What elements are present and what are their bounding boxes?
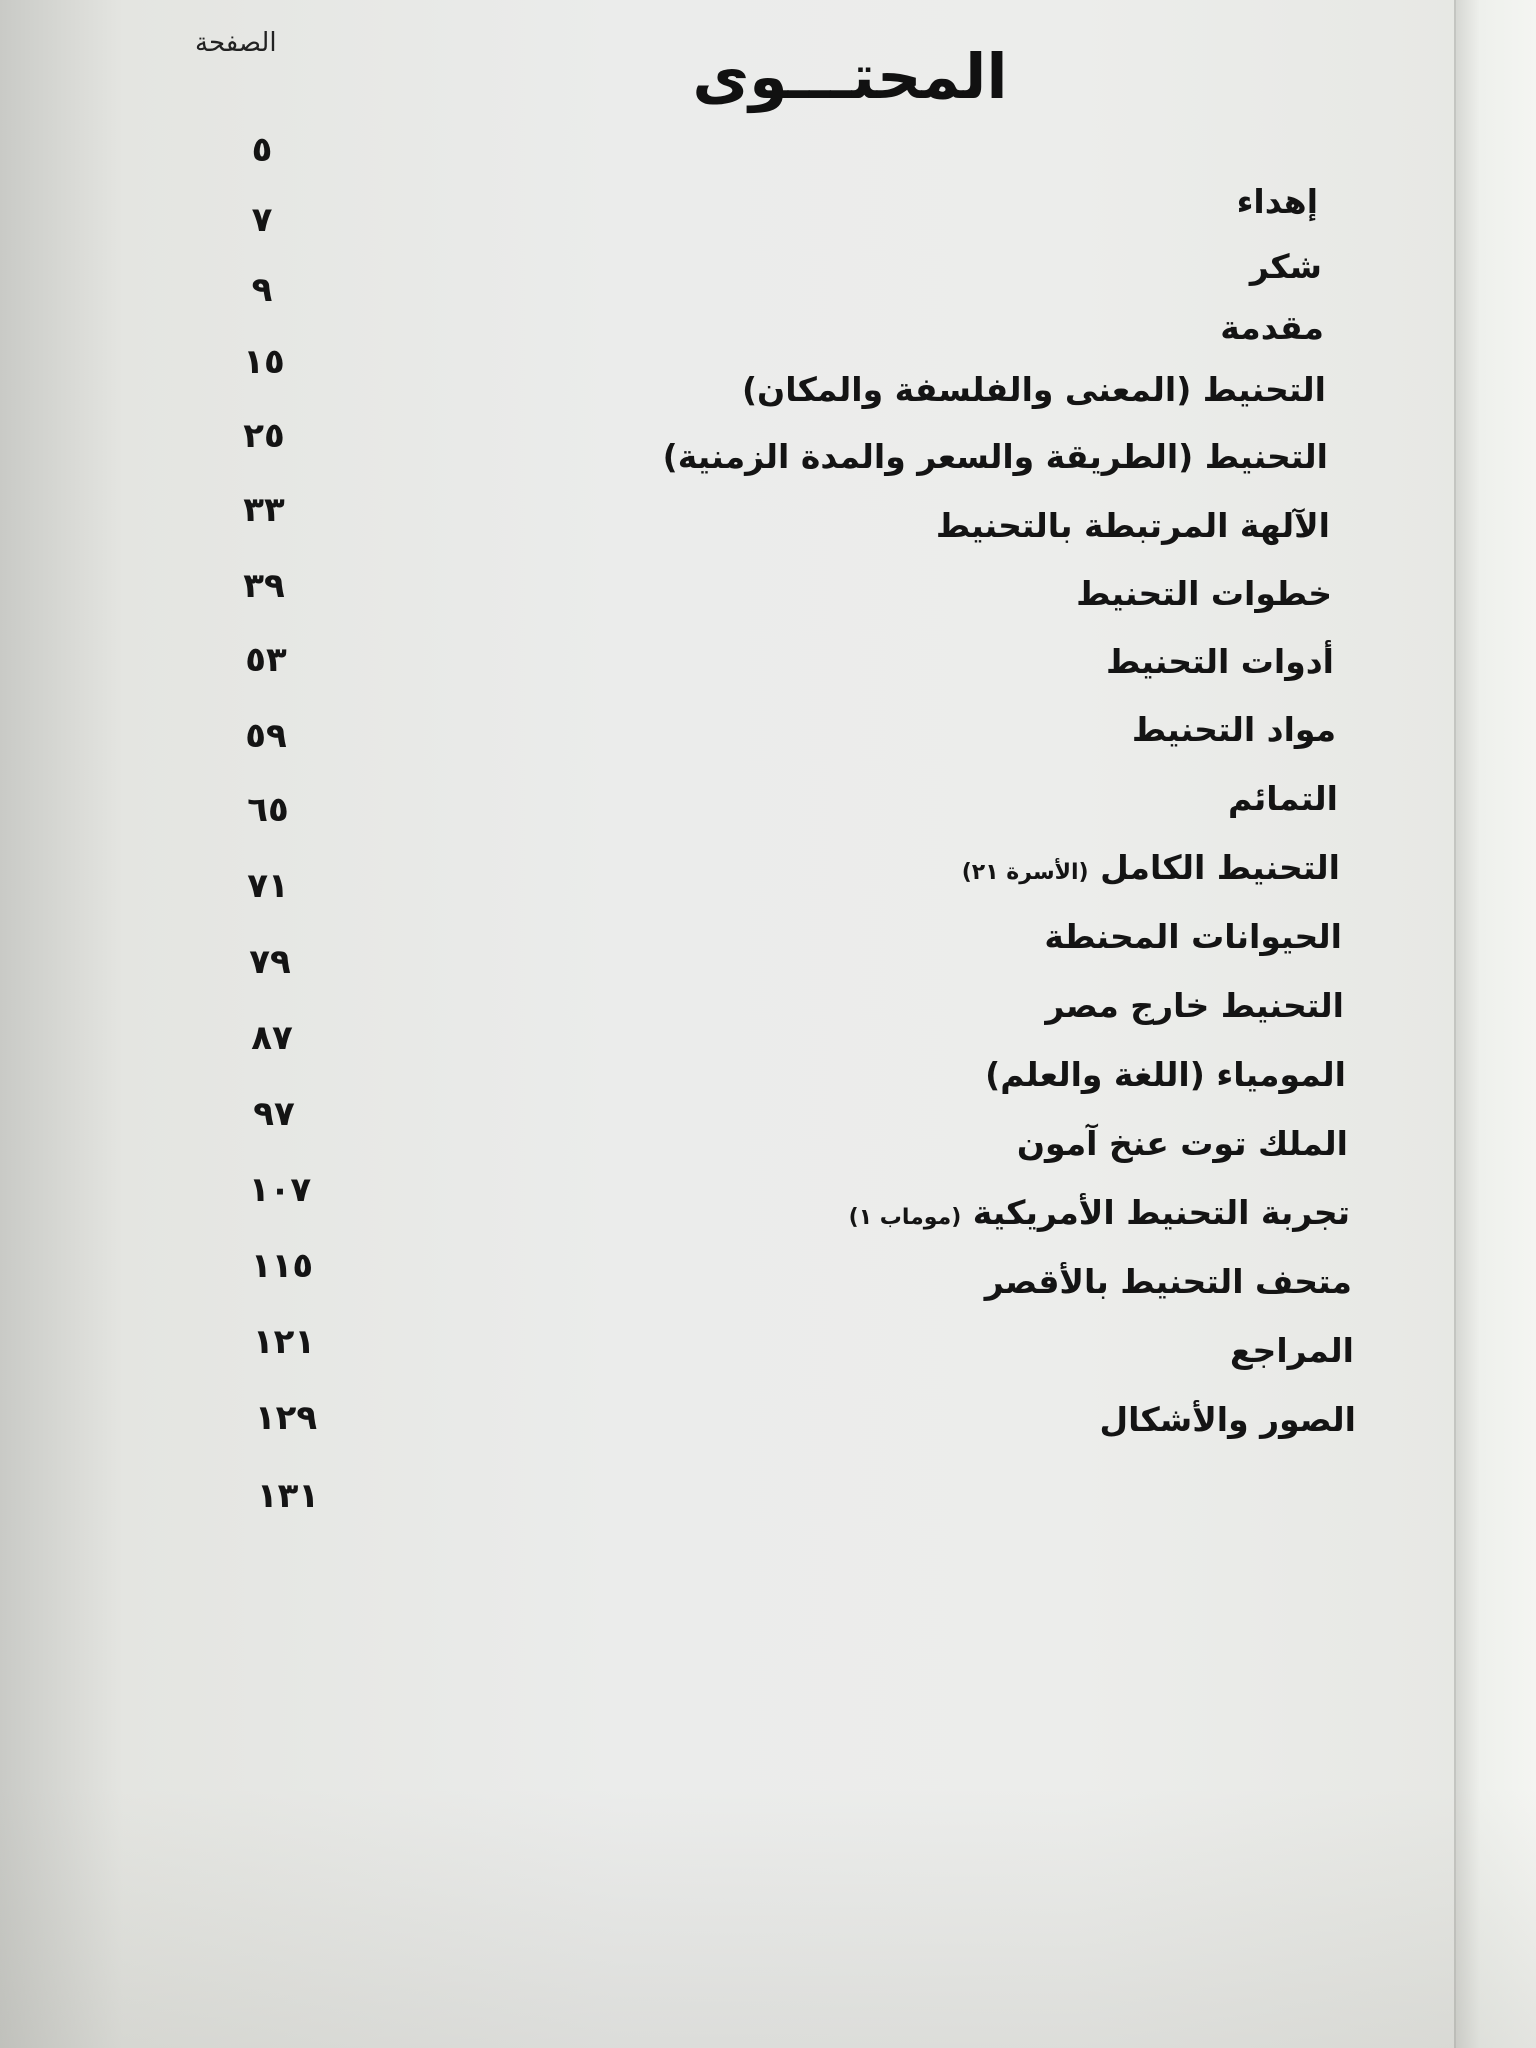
toc-page-number: ٩٧	[253, 1094, 295, 1134]
toc-entry-title: خطوات التحنيط	[1076, 574, 1332, 613]
toc-entry-title: إهداء	[1236, 182, 1318, 221]
toc-page-number: ٥٩	[245, 716, 287, 756]
toc-page-number: ١٠٧	[248, 1170, 312, 1210]
toc-page-number: ٩	[251, 270, 273, 310]
toc-page-number: ١٢١	[252, 1322, 316, 1362]
page-title: المحتـــوى	[692, 40, 1008, 113]
toc-entry-title: التحنيط (الطريقة والسعر والمدة الزمنية)	[662, 437, 1328, 476]
toc-page-number: ١٣١	[256, 1476, 320, 1516]
toc-entry-title: التحنيط الكامل (الأسرة ٢١)	[961, 848, 1340, 887]
toc-entry-title: المومياء (اللغة والعلم)	[985, 1055, 1346, 1094]
toc-entry-note: (الأسرة ٢١)	[961, 860, 1089, 885]
toc-entry-note: (موماب ١)	[848, 1205, 962, 1230]
toc-page-number: ٧٩	[249, 942, 291, 982]
toc-entry-title: مقدمة	[1220, 308, 1324, 347]
toc-page-number: ١١٥	[250, 1246, 314, 1286]
page-edge	[1454, 0, 1536, 2048]
toc-entry-title: الآلهة المرتبطة بالتحنيط	[935, 506, 1330, 545]
toc-entry-title: أدوات التحنيط	[1106, 642, 1334, 681]
toc-page-number: ٥	[251, 130, 273, 170]
toc-entry-title: التمائم	[1228, 779, 1338, 818]
toc-page-number: ٧	[251, 200, 273, 240]
toc-entry-title: الحيوانات المحنطة	[1044, 917, 1342, 956]
toc-entry-title: التحنيط (المعنى والفلسفة والمكان)	[741, 370, 1326, 409]
toc-page-number: ١٢٩	[254, 1398, 318, 1438]
toc-entry-title: شكر	[1249, 247, 1322, 286]
toc-page-number: ٥٣	[245, 640, 287, 680]
toc-page-number: ٨٧	[251, 1018, 293, 1058]
toc-entry-title: الملك توت عنخ آمون	[1016, 1124, 1348, 1163]
toc-page-number: ٧١	[247, 866, 289, 906]
toc-entry-title: مواد التحنيط	[1131, 710, 1336, 749]
toc-page-number: ٣٣	[243, 490, 285, 530]
toc-entry-title: متحف التحنيط بالأقصر	[984, 1262, 1352, 1301]
page-shadow	[0, 1788, 1536, 2048]
toc-entry-title: المراجع	[1230, 1331, 1354, 1370]
toc-page-number: ٢٥	[243, 416, 285, 456]
toc-page-number: ٦٥	[247, 790, 289, 830]
toc-entry-title: تجربة التحنيط الأمريكية (موماب ١)	[848, 1193, 1350, 1232]
toc-entry-title: التحنيط خارج مصر	[1045, 986, 1344, 1025]
toc-page-number: ٣٩	[243, 566, 285, 606]
toc-entry-title: الصور والأشكال	[1099, 1400, 1356, 1439]
page-column-label: الصفحة	[195, 28, 277, 58]
toc-page-number: ١٥	[243, 342, 285, 382]
